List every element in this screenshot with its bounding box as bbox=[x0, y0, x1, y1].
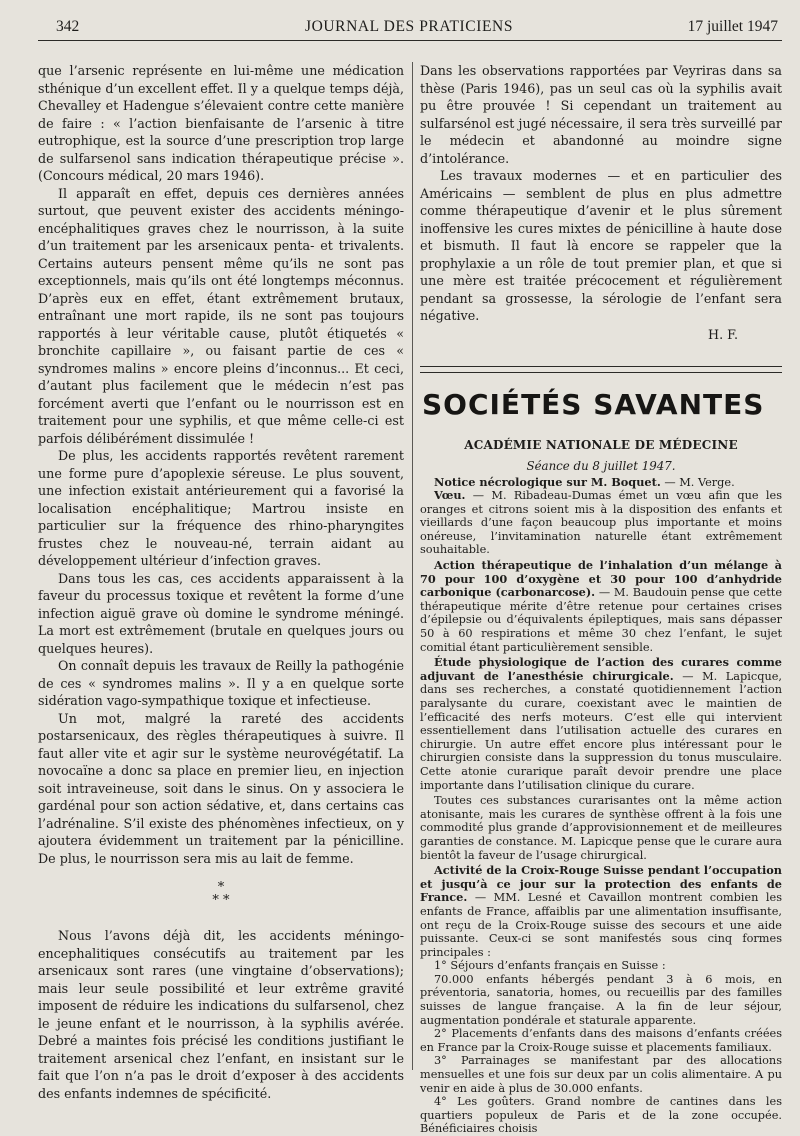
column-divider bbox=[412, 62, 413, 1070]
right-column bbox=[420, 62, 782, 1070]
session-date: Séance du 8 juillet 1947. bbox=[420, 459, 782, 473]
academy-heading: ACADÉMIE NATIONALE DE MÉDECINE bbox=[420, 438, 782, 452]
proceeding-item bbox=[420, 559, 782, 654]
section-title: SOCIÉTÉS SAVANTES bbox=[422, 387, 782, 423]
item-title: Activité de la Croix-Rouge Suisse pendant l’occupation et jusqu’à ce jour sur la protection des enfants de France. bbox=[420, 863, 782, 904]
proceeding-item bbox=[420, 1027, 782, 1054]
item-body: 4° Les goûters. Grand nombre de cantines dans les quartiers populeux de Paris et de la zone occupée. Bénéficiaires choisis bbox=[420, 1095, 782, 1135]
header-rule bbox=[38, 40, 782, 41]
proceeding-item bbox=[420, 656, 782, 792]
item-title: Vœu. bbox=[434, 488, 466, 502]
proceeding-item bbox=[420, 1095, 782, 1136]
section-rule bbox=[420, 366, 782, 373]
paragraph: Les travaux modernes — et en particulier des Américains — semblent de plus en plus admettre comme thérapeutique d’avenir et le plus sûrement inoffensive les cures mixtes de pénicilline à haute dose et bismuth. Il faut là encore se rappeler que la prophylaxie a un rôle de tout premier plan, et que si une mère est traitée précocement et régulièrement pendant sa grossesse, la sérologie de l’enfant sera négative. bbox=[420, 167, 782, 325]
item-title: Action thérapeutique de l’inhalation d’un mélange à 70 pour 100 d’oxygène et 30 pour 100 d’anhydride carbonique (carbonarcose). bbox=[420, 558, 782, 599]
item-body: 3° Parrainages se manifestant par des allocations mensuelles et une fois sur deux par un colis alimentaire. A pu venir en aide à plus de 30.000 enfants. bbox=[420, 1054, 782, 1094]
paragraph: Il apparaît en effet, depuis ces dernières années surtout, que peuvent exister des accidents méningo-encéphalitiques graves chez le nourrisson, à la suite d’un traitement par les arsenicaux penta- et trivalents. Certains auteurs pensent même qu’ils ne sont pas exceptionnels, mais qu’ils ont été longtemps méconnus. D’après eux en effet, étant extrêmement brutaux, entraînant une mort rapide, ils ne sont pas toujours rapportés à leur véritable cause, plutôt étiquetés « bronchite capillaire », ou faisant partie de ces « syndromes malins » encore pleins d’inconnus... Et ceci, d’autant plus facilement que le médecin n’est pas forcément averti que l’enfant ou le nourrisson est en traitement pour une syphilis, et que même celle-ci est parfois délibérément dissimulée ! bbox=[38, 185, 404, 448]
page-number: 342 bbox=[56, 18, 79, 36]
item-body: 2° Placements d’enfants dans des maisons d’enfants créées en France par la Croix-Rouge suisse et placements familiaux. bbox=[420, 1027, 782, 1054]
item-body: — M. Ribadeau-Dumas émet un vœu afin que les oranges et citrons soient mis à la disposition des enfants et vieillards d’une façon beaucoup plus importante et moins onéreuse, l’invitamination naturelle étant extrêmement souhaitable. bbox=[420, 489, 782, 556]
item-body: 1° Séjours d’enfants français en Suisse : bbox=[434, 959, 666, 972]
asterism-separator: * * * bbox=[38, 867, 404, 927]
author-signature: H. F. bbox=[420, 327, 738, 342]
paragraph: Un mot, malgré la rareté des accidents postarsenicaux, des règles thérapeutiques à suivre. Il faut aller vite et agir sur le système neurovégétatif. La novocaïne a donc sa place en premier lieu, en injection soit intraveineuse, soit dans le sinus. On y associera le gardénal pour son action sédative, et, dans certains cas l’adrénaline. S’il existe des phénomènes infectieux, on y ajoutera évidemment un traitement par la pénicilline. De plus, le nourrisson sera mis au lait de femme. bbox=[38, 710, 404, 868]
item-body: 70.000 enfants hébergés pendant 3 à 6 mois, en préventoria, sanatoria, homes, ou recueillis par des familles suisses de langue française. A la fin de leur séjour, augmentation pondérale et staturale apparente. bbox=[420, 973, 782, 1027]
proceeding-item bbox=[420, 489, 782, 557]
journal-title: JOURNAL DES PRATICIENS bbox=[38, 18, 780, 36]
item-body: — M. Lapicque, dans ses recherches, a constaté quotidiennement l’action paralysante du curare, coexistant avec le maintien de l’efficacité des nerfs moteurs. C’est elle qui intervient essentiellement dans l’utilisation actuelle des curares en chirurgie. Un autre effet encore plus intéressant pour le chirurgien consiste dans la suppression du tonus musculaire. Cette atonie curarique paraît devoir prendre une place importante dans l’utilisation clinique du curare. bbox=[420, 670, 782, 792]
issue-date: 17 juillet 1947 bbox=[688, 18, 778, 36]
paragraph: On connaît depuis les travaux de Reilly la pathogénie de ces « syndromes malins ». Il y a en quelque sorte sidération vago-sympathique toxique et infectieuse. bbox=[38, 657, 404, 710]
proceedings-list bbox=[420, 476, 782, 1136]
paragraph: Nous l’avons déjà dit, les accidents méningo-encephalitiques consécutifs au traitement par les arsenicaux sont rares (une vingtaine d’observations); mais leur seule possibilité et leur extrême gravité imposent de réduire les indications du sulfarsenol, chez le jeune enfant et le nourrisson, à la syphilis avérée. Debré a maintes fois précisé les conditions justifiant le traitement arsenical chez l’enfant, en insistant sur le fait que l’on n’a pas le droit d’exposer à des accidents des enfants indemnes de spécificité. bbox=[38, 927, 404, 1102]
left-column bbox=[38, 62, 404, 1070]
page-header bbox=[38, 16, 780, 40]
paragraph: Dans tous les cas, ces accidents apparaissent à la faveur du processus toxique et revêtent la forme d’une infection aiguë grave où domine le syndrome méningé. La mort est extrêmement (brutale en quelques jours ou quelques heures). bbox=[38, 570, 404, 658]
proceeding-item bbox=[420, 1054, 782, 1095]
proceeding-item bbox=[420, 959, 782, 973]
item-title: Notice nécrologique sur M. Boquet. bbox=[434, 475, 661, 489]
paragraph: De plus, les accidents rapportés revêtent rarement une forme pure d’apoplexie séreuse. Le plus souvent, une infection existait antérieurement qui a favorisé la localisation encéphalitique; Martrou insiste en particulier sur la fréquence des rhino-pharyngites frustes chez le nouveau-né, terrain aidant au développement ultérieur d’infection graves. bbox=[38, 447, 404, 570]
paragraph: Dans les observations rapportées par Veyriras dans sa thèse (Paris 1946), pas un seul cas où la syphilis avait pu être prouvée ! Si cependant un traitement au sulfarsénol est jugé nécessaire, il sera très surveillé par le médecin et abandonné au moindre signe d’intolérance. bbox=[420, 62, 782, 167]
item-title: Étude physiologique de l’action des curares comme adjuvant de l’anesthésie chirurgicale. bbox=[420, 655, 782, 683]
item-body: — M. Verge. bbox=[661, 476, 735, 489]
item-body: — M. Baudouin pense que cette thérapeutique mérite d’être retenue pour certaines crises d’épilepsie ou d’équivalents épileptiques, mais sans dépasser 50 à 60 respirations et même 30 chez l’enfant, le sujet comitial étant particulièrement sensible. bbox=[420, 586, 782, 653]
proceeding-item bbox=[420, 973, 782, 1027]
item-body: — MM. Lesné et Cavaillon montrent combien les enfants de France, affaiblis par une alimentation insuffisante, ont reçu de la Croix-Rouge suisse des secours et une aide puissante. Ceux-ci se sont manifestés sous cinq formes principales : bbox=[420, 891, 782, 958]
paragraph: que l’arsenic représente en lui-même une médication sthénique d’un excellent effet. Il y a quelque temps déjà, Chevalley et Hadengue s’élevaient contre cette manière de faire : « l’action bienfaisante de l’arsenic à titre eutrophique, est la source d’une prescription trop large de sulfarsenol sans indication thérapeutique précise ». (Concours médical, 20 mars 1946). bbox=[38, 62, 404, 185]
proceeding-item bbox=[420, 794, 782, 862]
proceeding-item bbox=[420, 864, 782, 959]
item-body: Toutes ces substances curarisantes ont la même action atonisante, mais les curares de synthèse offrent à la fois une commodité plus grande d’approvisionnement et de meilleures garanties de constance. M. Lapicque pense que le curare aura bientôt la faveur de l’usage chirurgical. bbox=[420, 794, 782, 861]
proceeding-item bbox=[420, 476, 782, 490]
